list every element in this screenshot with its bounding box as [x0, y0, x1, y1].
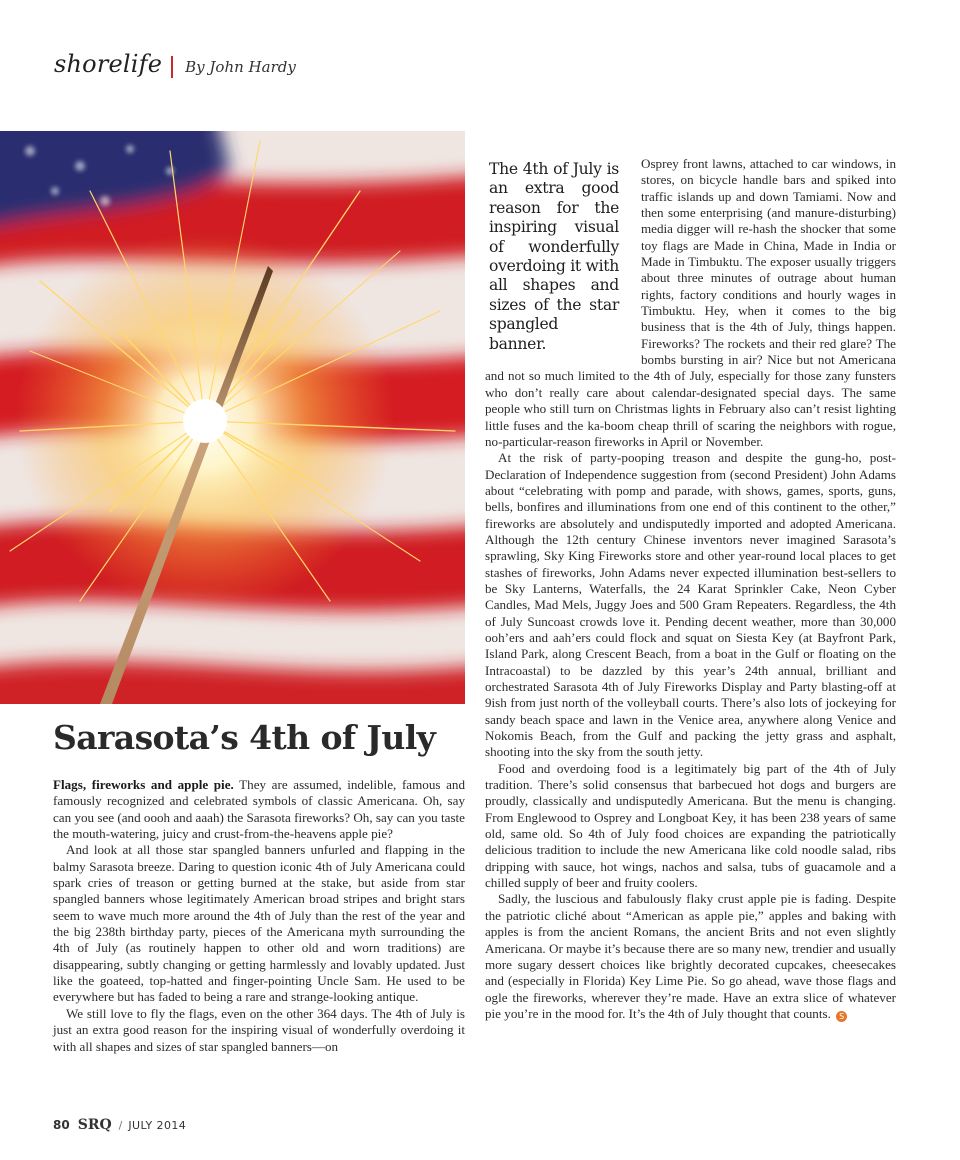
paragraph: At the risk of party-pooping treason and despite the gung-ho, post-Declaration of Independence suggestion from (second President) John Adams about “celebrating with pomp and parade, with shows, games, sports, guns, bells, bonfires and illuminations from one end of this continent to the other,” fireworks are absolutely and undisputedly imported and adopted Americana. Although the 12th century Chinese inventors never imagined Sarasota’s sprawling, Sky King Fireworks store and other year-round local places to get stashes of fireworks, John Adams never expected illumination best-sellers to be Sky Lanterns, Waterfalls, the 24 Karat Sprinkler Cake, Neon Cyber Candles, Mad Mels, Juggy Joes and 500 Gram Repeaters. Regardless, the 4th of July Suncoast crowds love it. Pending decent weather, more than 30,000 ooh’ers and aah’ers could flock and squat on Siesta Key (at Bayfront Park, Island Park, along Crescent Beach, from a boat in the Gulf or floating on the Intracoastal) to be dazzled by this year’s 24th annual, brilliant and orchestrated Sarasota 4th of July Fireworks Display and Party blasting-off at 9ish from just north of the volleyball courts. There’s also lots of jockeying for sandy beach space and lawn in the Venice area, anywhere along Venice and Nokomis Beach, from the Gulf and packing the jetty grass and asphalt, shooting into the sky from the south jetty. — [485, 450, 896, 760]
paragraph-text: They are assumed, indelible, famous and famously recognized and celebrated symbols of classic Americana. Oh, say can you see (and oooh and aaah) the Sarasota fireworks? Oh, say can you taste the mouth-watering, juicy and crust-from-the-heavens apple pie? — [53, 777, 466, 842]
left-column — [53, 777, 465, 1055]
paragraph — [485, 891, 896, 1022]
pull-quote: The 4th of July is an extra good reason for the inspiring visual of wonderfully overdoing it with all shapes and sizes of the star spangled banner. — [489, 160, 619, 353]
paragraph: And look at all those star spangled banners unfurled and flapping in the balmy Sarasota breeze. Daring to question iconic 4th of July Americana could spark cries of treason or getting burned at the stake, but aside from star spangled banners whose legitimately American broad stripes and bright stars seem to wave much more around the 4th of July than the rest of the year and the big 238th birthday party, pieces of the Americana myth surrounding the 4th of July (as routinely happen to other old and worn traditions) are disappearing, subtly changing or getting harmlessly and lovably updated. Just like the goateed, top-hatted and finger-pointing Uncle Sam. He used to be everywhere but has faded to being a rare and strange-looking antique. — [53, 842, 465, 1005]
spark-core — [183, 399, 227, 443]
page-header — [54, 50, 296, 84]
paragraph: We still love to fly the flags, even on the other 364 days. The 4th of July is just an extra good reason for the inspiring visual of wonderfully overdoing it with all shapes and sizes of star spangled banners—on — [53, 1005, 465, 1054]
paragraph: Food and overdoing food is a legitimately big part of the 4th of July tradition. There’s solid consensus that barbecued hot dogs and burgers are proudly, classically and undisputedly Americana. But the menu is changing. From Englewood to Osprey and Longboat Key, it has been 238 years of same old, same old. So 4th of July food choices are expanding the patriotically delicious tradition to include the new Americana like cold noodle salad, ribs dripping with sauce, hot wings, nachos and salsa, tubs of guacamole and a chilled supply of beer and fruity coolers. — [485, 760, 896, 891]
end-mark-icon: S — [836, 1011, 847, 1022]
paragraph-text: Sadly, the luscious and fabulously flaky crust apple pie is fading. Despite the patriotic cliché about “American as apple pie,” apples and baking with apples is from the ancient Romans, the ancient Brits and not even slightly Americana. Or maybe it’s because there are so many new, trendier and usually more sugary dessert choices like brightly decorated cupcakes, cheesecakes and (especially in Florida) Key Lime Pie. So go ahead, wave those flags and ogle the fireworks, wherever they’re made. Have an extra slice of whatever pie you’re in the mood for. It’s the 4th of July thought that counts. — [485, 891, 896, 1021]
page-footer — [53, 1117, 186, 1133]
sparkler-flag-photo — [0, 131, 465, 704]
paragraph — [53, 777, 465, 842]
byline: By John Hardy — [185, 58, 296, 76]
header-divider — [171, 56, 173, 78]
sparkler-flag-illustration — [0, 131, 465, 704]
right-column — [485, 156, 896, 1022]
issue-date: JULY 2014 — [128, 1119, 187, 1132]
lead-in: Flags, fireworks and apple pie. — [53, 777, 234, 792]
section-name: shorelife — [54, 50, 163, 78]
page-number: 80 — [53, 1118, 70, 1132]
magazine-name: SRQ — [77, 1117, 112, 1133]
footer-separator: / — [118, 1119, 123, 1132]
article-title: Sarasota’s 4th of July — [53, 718, 436, 757]
paragraph: Osprey front lawns, attached to car windows, in stores, on bicycle handle bars and spiked into traffic islands up and down Tamiami. Now and then some enterprising (and manure-disturbing) media digger will re-hash the shocker that some toy flags are Made in China, Made in India or Made in Timbuktu. The exposer usually triggers about three minutes of outrage about human rights, factory conditions and hourly wages in Timbuktu. Hey, when it comes to the big business that is the 4th of July, things happen. Fireworks? The rockets and their red glare? The bombs bursting in air? Nice but not Americana and not so much limited to the 4th of July, especially for those zany funsters who don’t really care about calendar-designated special days. The same people who still turn on Christmas lights in February also can’t resist lighting little fuses and the ka-boom cheap thrill of scaring the neighbors with rogue, no-particular-reason fireworks in April or November. — [485, 156, 896, 449]
